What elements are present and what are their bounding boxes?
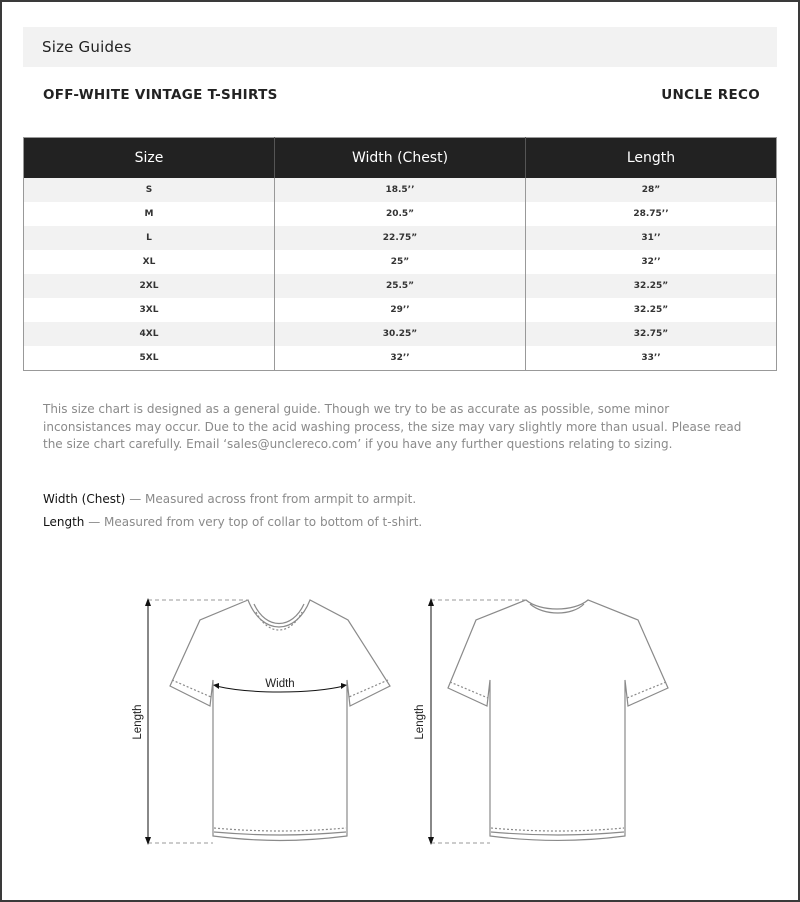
size-cell: 2XL	[24, 274, 275, 298]
length-definition-text: — Measured from very top of collar to bottom of t-shirt.	[84, 515, 423, 529]
width-cell: 25.5”	[275, 274, 526, 298]
width-cell: 30.25”	[275, 322, 526, 346]
size-cell: 4XL	[24, 322, 275, 346]
column-header-size: Size	[24, 138, 275, 179]
page-title: Size Guides	[42, 38, 132, 56]
width-cell: 20.5”	[275, 202, 526, 226]
column-header-width: Width (Chest)	[275, 138, 526, 179]
width-cell: 32’’	[275, 346, 526, 371]
length-cell: 31’’	[526, 226, 777, 250]
size-cell: 3XL	[24, 298, 275, 322]
size-disclaimer: This size chart is designed as a general guide. Though we try to be as accurate as possible, some minor inconsistances may occur. Due to the acid washing process, the size may vary slightly more than usual. Please read the size chart carefully. Email ‘sales@unclereco.com’ if you have any further questions relating to sizing.	[43, 402, 742, 451]
column-header-length: Length	[526, 138, 777, 179]
tshirt-back-illustration	[448, 600, 668, 841]
length-cell: 32.25”	[526, 274, 777, 298]
tshirt-front-illustration	[170, 600, 390, 841]
length-arrow-back-top-head	[428, 598, 434, 606]
width-cell: 29’’	[275, 298, 526, 322]
width-definition-text: — Measured across front from armpit to armpit.	[125, 492, 417, 506]
length-cell: 33’’	[526, 346, 777, 371]
length-cell: 32.25”	[526, 298, 777, 322]
length-cell: 32.75”	[526, 322, 777, 346]
length-label-back: Length	[414, 704, 426, 740]
length-label-front: Length	[132, 704, 144, 740]
size-cell: XL	[24, 250, 275, 274]
length-cell: 28”	[526, 178, 777, 202]
length-arrow-front-top-head	[145, 598, 151, 606]
width-label: Width	[265, 678, 295, 690]
length-arrow-back-bottom-head	[428, 837, 434, 845]
size-cell: M	[24, 202, 275, 226]
product-name: OFF-WHITE VINTAGE T-SHIRTS	[43, 87, 278, 103]
width-cell: 18.5’’	[275, 178, 526, 202]
length-cell: 32’’	[526, 250, 777, 274]
width-cell: 22.75”	[275, 226, 526, 250]
length-cell: 28.75’’	[526, 202, 777, 226]
brand-name: UNCLE RECO	[661, 87, 760, 103]
size-cell: L	[24, 226, 275, 250]
width-cell: 25”	[275, 250, 526, 274]
length-definition-term: Length	[43, 515, 85, 529]
size-cell: 5XL	[24, 346, 275, 371]
width-definition-term: Width (Chest)	[43, 492, 126, 506]
length-arrow-front-bottom-head	[145, 837, 151, 845]
size-cell: S	[24, 178, 275, 202]
